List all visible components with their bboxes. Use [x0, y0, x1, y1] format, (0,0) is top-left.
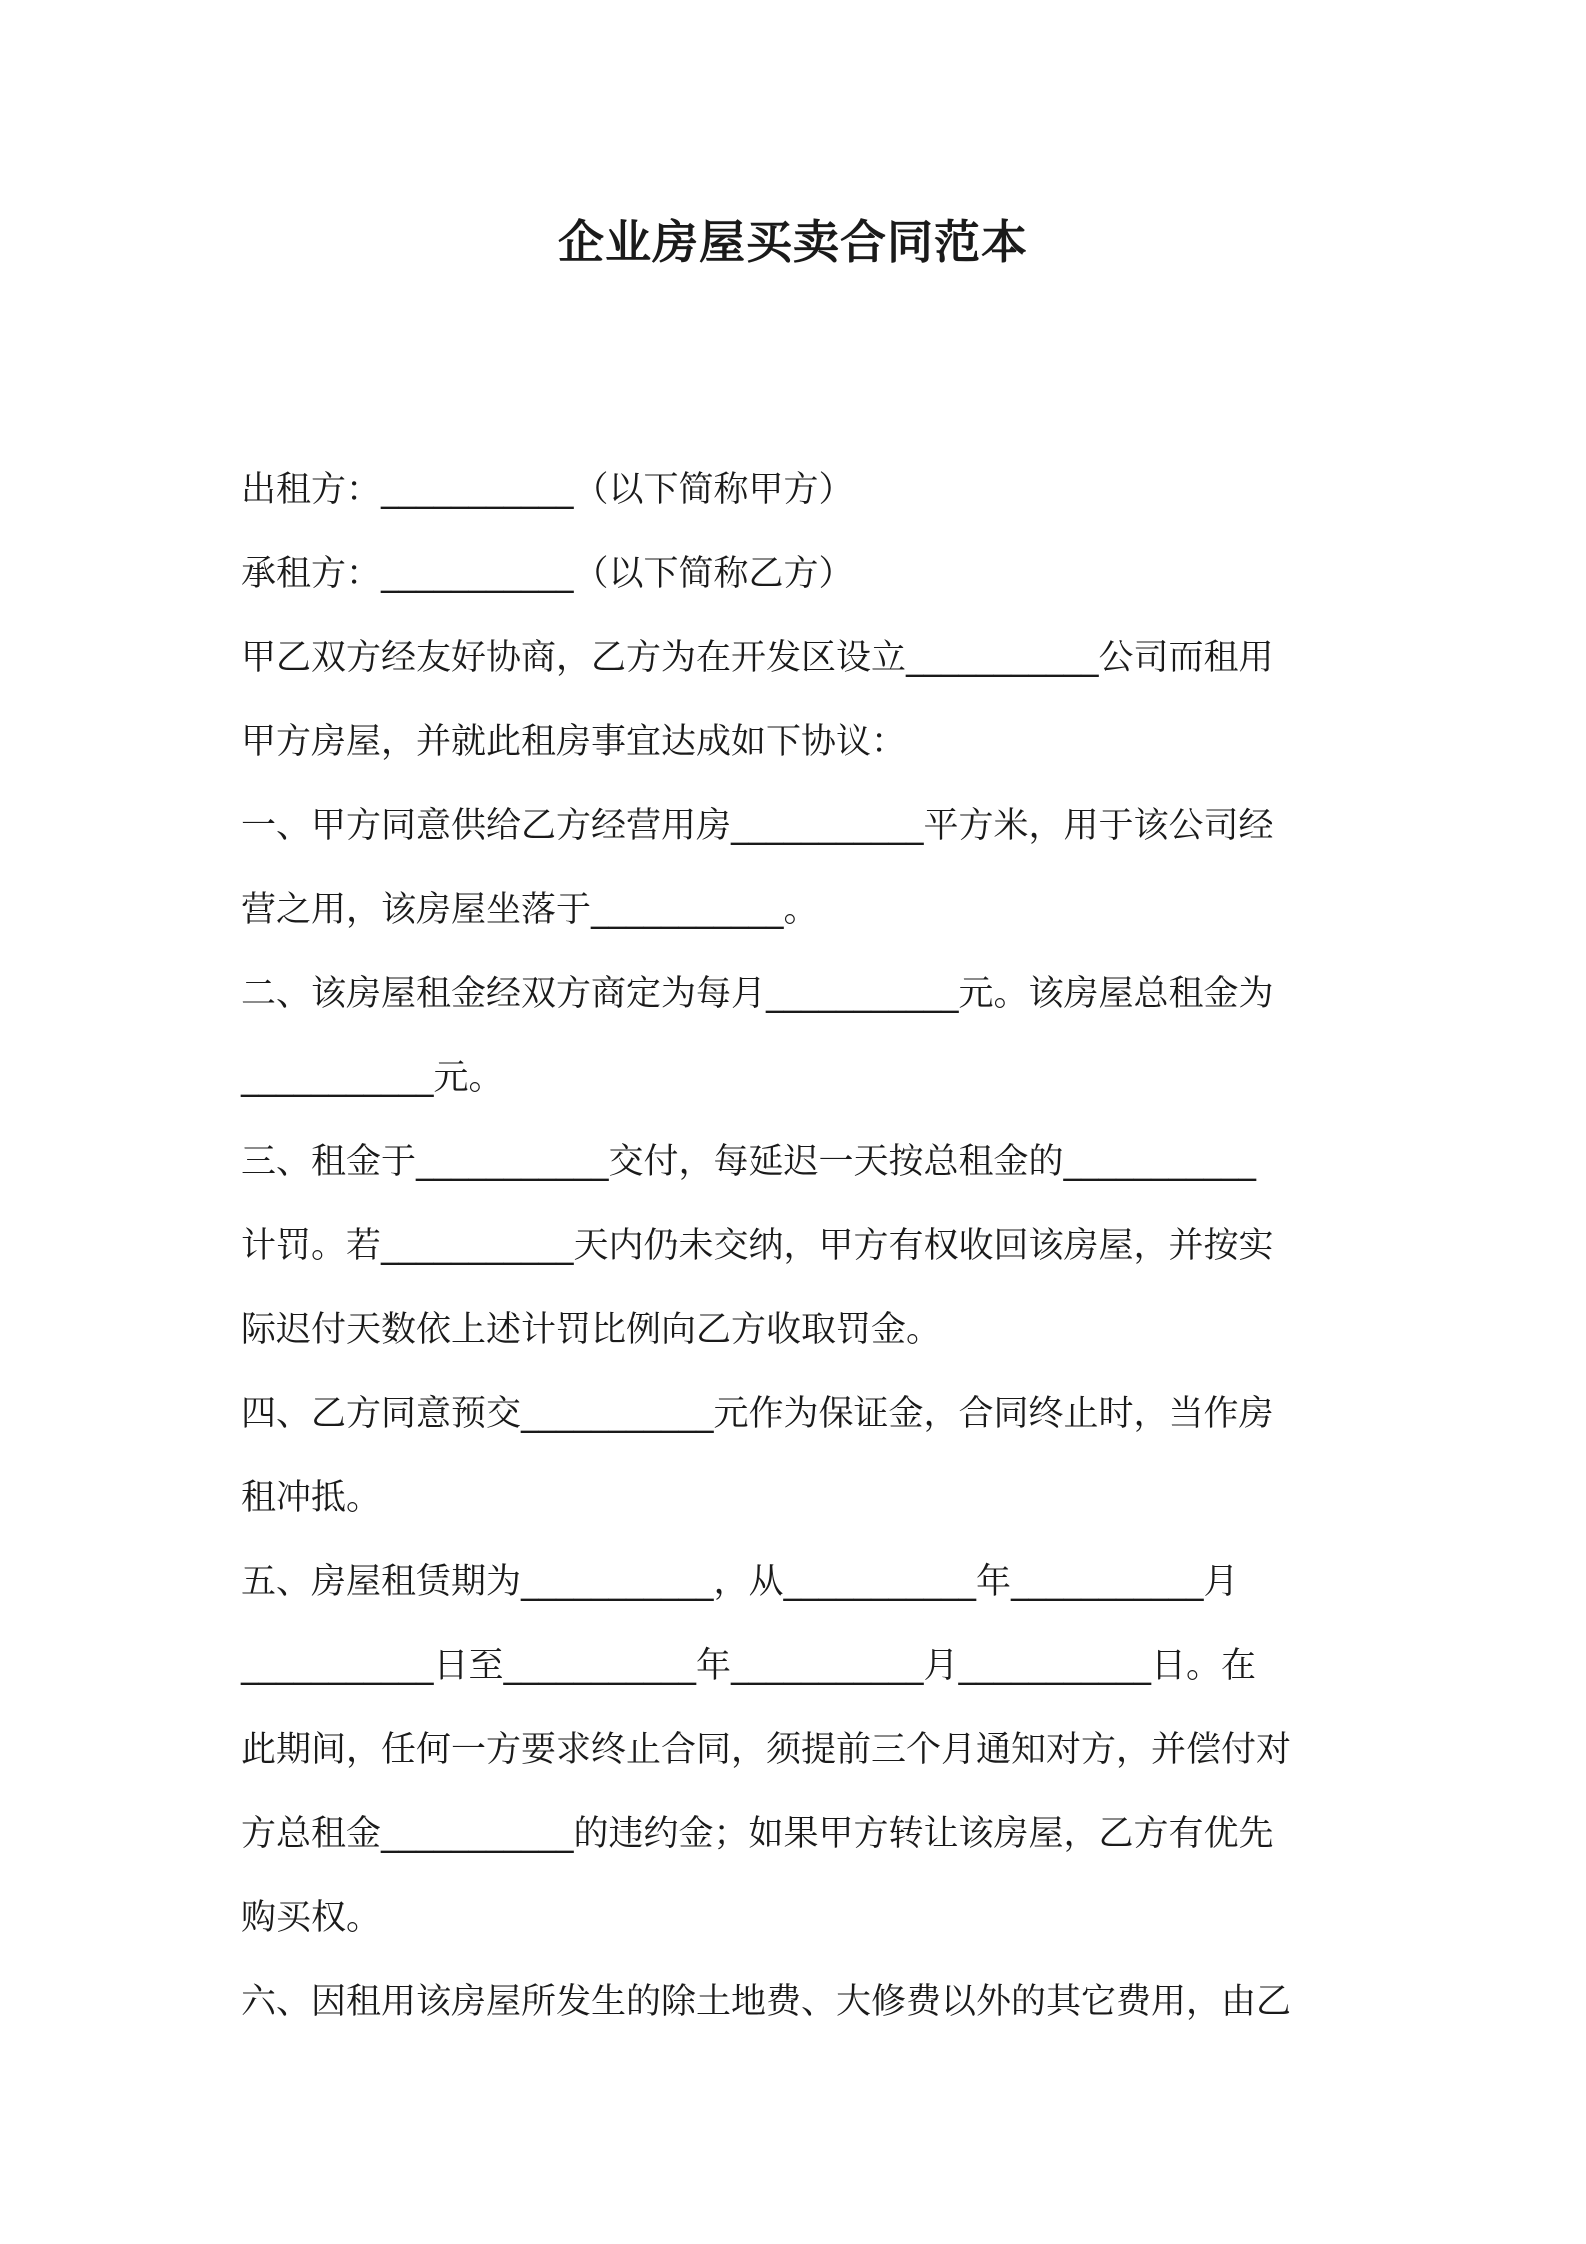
text-line: 六、因租用该房屋所发生的除土地费、大修费以外的其它费用，由乙	[241, 1982, 1292, 2022]
text-line: 五、房屋租赁期为___________，从___________年___________月	[241, 1562, 1239, 1602]
text-line: 甲方房屋，并就此租房事宜达成如下协议：	[241, 722, 907, 762]
paragraph-preamble	[241, 616, 1361, 784]
text-line: 计罚。若___________天内仍未交纳，甲方有权收回该房屋，并按实	[241, 1226, 1274, 1266]
text-line: ___________元。	[241, 1058, 504, 1098]
clause-1	[241, 784, 1361, 952]
text-line: 此期间，任何一方要求终止合同，须提前三个月通知对方，并偿付对	[241, 1730, 1292, 1770]
paragraph-lessee	[241, 532, 1361, 616]
text-line: ___________日至___________年___________月___________日。在	[241, 1646, 1257, 1686]
clause-5	[241, 1540, 1361, 1960]
clause-6	[241, 1960, 1361, 2044]
text-line: 际迟付天数依上述计罚比例向乙方收取罚金。	[241, 1310, 942, 1350]
document-body	[241, 448, 1361, 2044]
text-line: 三、租金于___________交付，每延迟一天按总租金的___________	[241, 1142, 1257, 1182]
text-line: 承租方：___________（以下简称乙方）	[241, 554, 854, 594]
text-line: 一、甲方同意供给乙方经营用房___________平方米，用于该公司经	[241, 806, 1274, 846]
text-line: 甲乙双方经友好协商，乙方为在开发区设立___________公司而租用	[241, 638, 1274, 678]
text-line: 四、乙方同意预交___________元作为保证金，合同终止时，当作房	[241, 1394, 1274, 1434]
document-title: 企业房屋买卖合同范本	[558, 215, 1028, 269]
text-line: 方总租金___________的违约金；如果甲方转让该房屋，乙方有优先	[241, 1814, 1274, 1854]
text-line: 租冲抵。	[241, 1478, 382, 1518]
text-line: 二、该房屋租金经双方商定为每月___________元。该房屋总租金为	[241, 974, 1274, 1014]
text-line: 出租方：___________（以下简称甲方）	[241, 470, 854, 510]
text-line: 营之用，该房屋坐落于___________。	[241, 890, 819, 930]
paragraph-lessor	[241, 448, 1361, 532]
clause-2	[241, 952, 1361, 1120]
clause-3	[241, 1120, 1361, 1372]
clause-4	[241, 1372, 1361, 1540]
text-line: 购买权。	[241, 1898, 382, 1938]
